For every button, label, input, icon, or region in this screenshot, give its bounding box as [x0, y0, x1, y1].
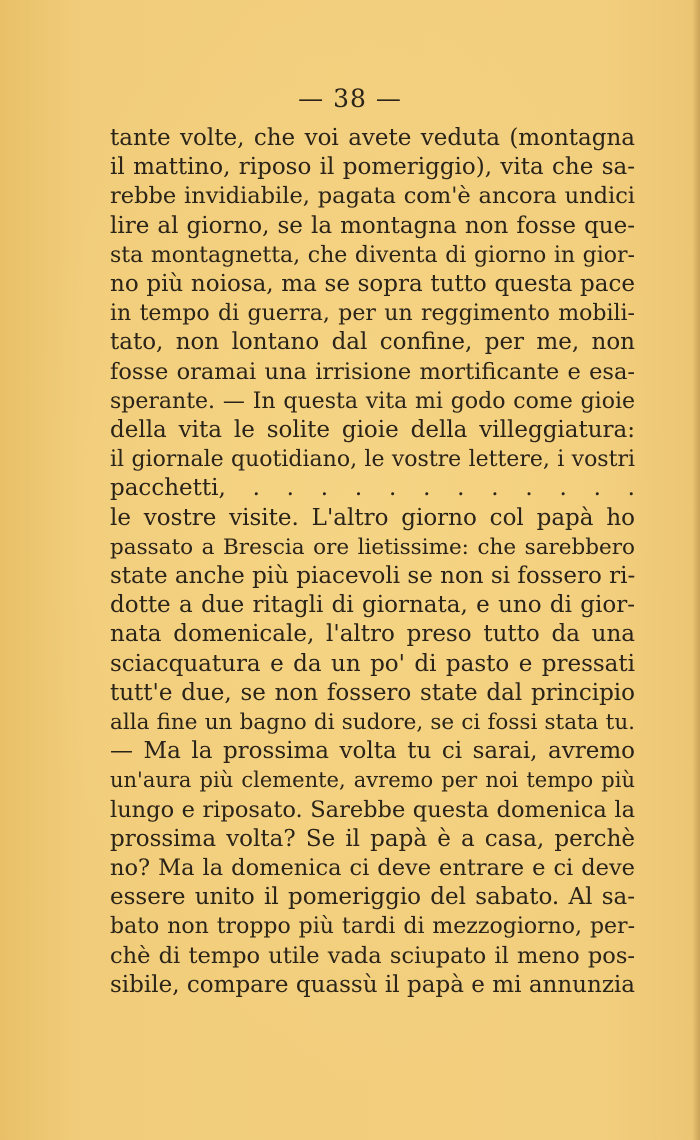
text-line: sibile, compare quassù il papà e mi annunzia: [110, 971, 635, 998]
text-line: passato a Brescia ore lietissime: che sarebbero: [110, 534, 635, 560]
text-line: tato, non lontano dal confine, per me, non: [110, 329, 635, 356]
text-line: in tempo di guerra, per un reggimento mobili-: [110, 301, 635, 327]
text-line: no? Ma la domenica ci deve entrare e ci deve: [110, 855, 635, 882]
text-line: il mattino, riposo il pomeriggio), vita che sa-: [110, 154, 635, 181]
text-line: il giornale quotidiano, le vostre lettere, i vostri: [110, 447, 635, 473]
text-line: — Ma la prossima volta tu ci sarai, avremo: [110, 738, 635, 765]
text-line: lungo e riposato. Sarebbe questa domenica la: [110, 796, 635, 823]
text-line: essere unito il pomeriggio del sabato. Al sa-: [110, 884, 635, 911]
page-number: — 38 —: [298, 84, 402, 113]
text-line: sciacquatura e da un po' di pasto e pressati: [110, 650, 635, 677]
body-text: [110, 124, 635, 1000]
text-line: alla fine un bagno di sudore, se ci fossi stata tu.: [110, 710, 635, 736]
text-line: un'aura più clemente, avremo per noi tempo più: [110, 768, 635, 793]
text-line: lire al giorno, se la montagna non fosse que-: [110, 212, 635, 239]
text-line: rebbe invidiabile, pagata com'è ancora undici: [110, 183, 635, 210]
text-line: dotte a due ritagli di giornata, e uno di gior-: [110, 592, 635, 619]
text-line: tante volte, che voi avete veduta (montagna: [110, 125, 635, 151]
text-line: chè di tempo utile vada sciupato il meno pos-: [110, 942, 635, 969]
text-line: le vostre visite. L'altro giorno col papà ho: [110, 504, 635, 531]
text-line: bato non troppo più tardi di mezzogiorno, per-: [110, 914, 635, 940]
text-line: fosse oramai una irrisione mortificante e esa-: [110, 358, 635, 385]
page-edge-shadow: [692, 0, 700, 1140]
text-line: no più noiosa, ma se sopra tutto questa pace: [110, 271, 635, 298]
text-line: prossima volta? Se il papà è a casa, perchè: [110, 825, 635, 852]
text-line: nata domenicale, l'altro preso tutto da una: [110, 621, 635, 648]
text-line: sta montagnetta, che diventa di giorno in gior-: [110, 242, 635, 268]
text-line: state anche più piacevoli se non si fossero ri-: [110, 563, 635, 590]
text-line: pacchetti, . . . . . . . . . . . .: [110, 475, 635, 502]
text-line: della vita le solite gioie della villeggiatura:: [110, 417, 635, 444]
text-line: tutt'e due, se non fossero state dal principio: [110, 679, 635, 706]
text-line: sperante. — In questa vita mi godo come gioie: [110, 388, 635, 414]
